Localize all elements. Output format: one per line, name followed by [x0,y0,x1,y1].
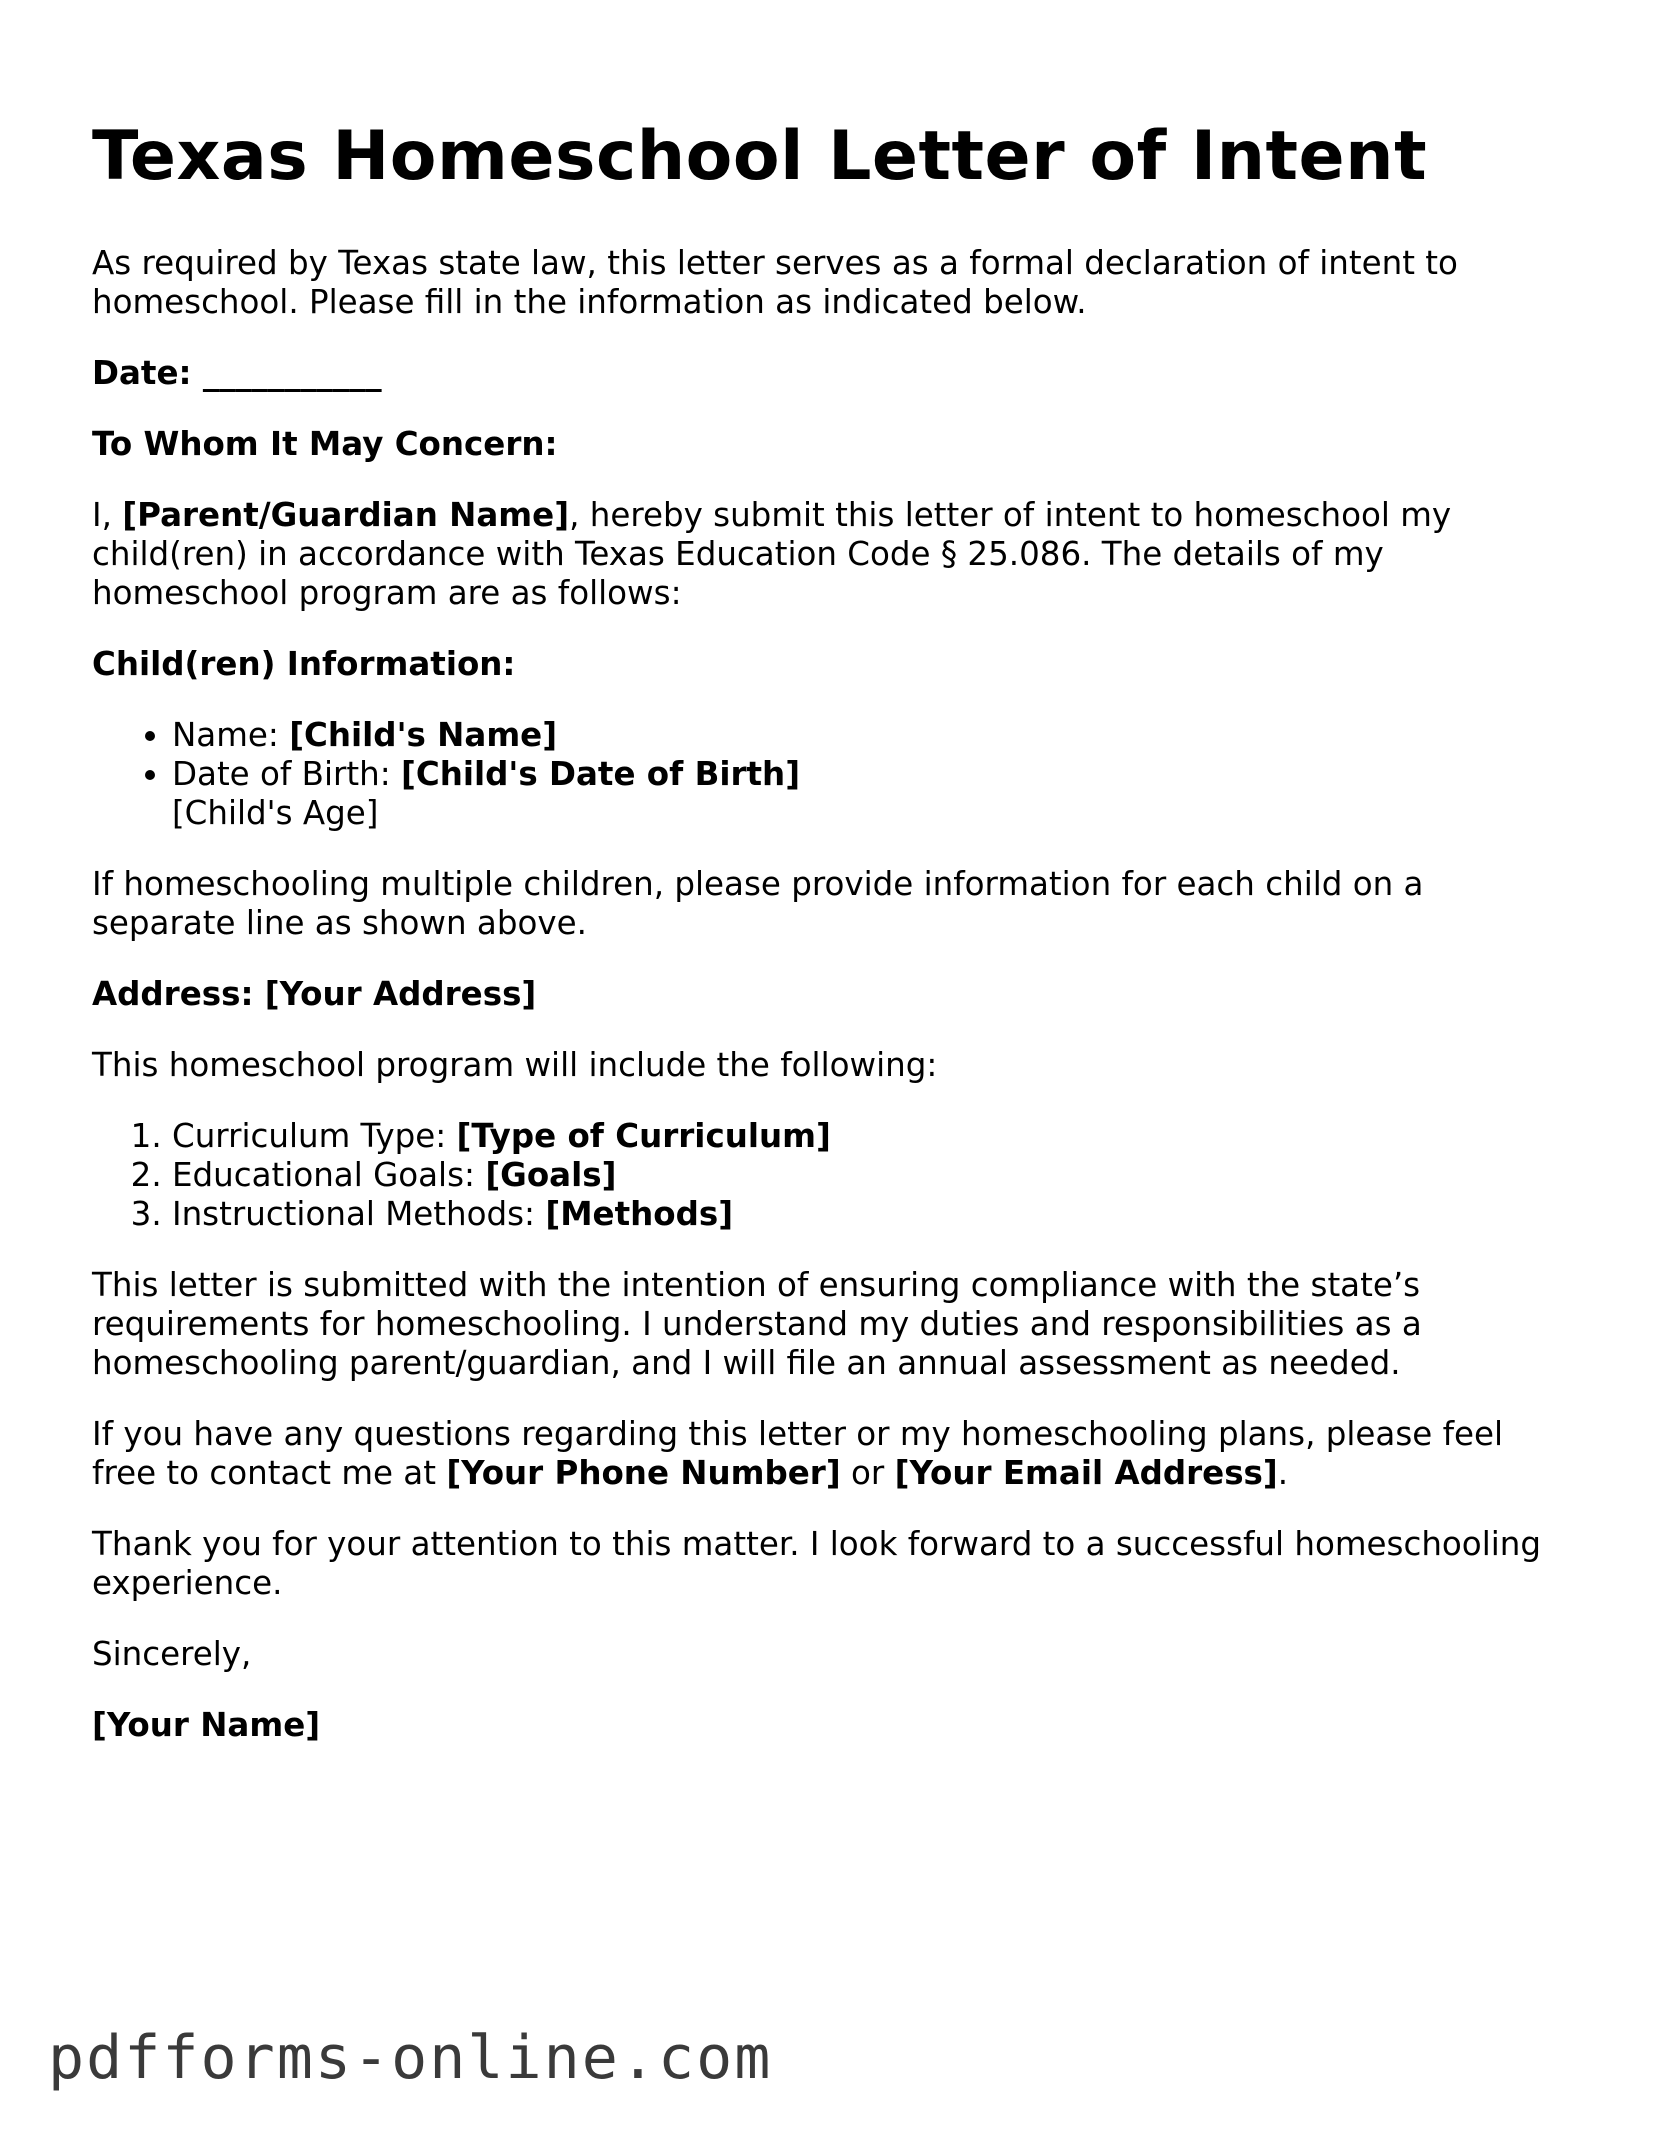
phone-placeholder: [Your Phone Number] [446,1454,841,1492]
declaration-paragraph: I, [Parent/Guardian Name], hereby submit this letter of intent to homeschool my child(ren) in accordance with Texas Education Code § 25.086. The details of my homeschool program are as follows: [92,496,1452,612]
document-title: Texas Homeschool Letter of Intent [92,117,1428,196]
signature [92,1706,1572,1745]
program-list [92,1117,1572,1234]
footer-watermark: pdfforms-online.com [48,2023,773,2093]
contact-paragraph: If you have any questions regarding this letter or my homeschooling plans, please feel free to contact me at [Your Phone Number] or [Your Email Address]. [92,1415,1504,1492]
program-intro: This homeschool program will include the following: [92,1046,938,1084]
address-line [92,975,1572,1014]
child-name-item: • Name: [Child's Name] [172,716,1572,755]
salutation: To Whom It May Concern: [92,425,558,463]
list-item: 3. Instructional Methods: [Methods] [172,1195,1572,1234]
date-label: Date: [92,354,192,392]
child-name-placeholder: [Child's Name] [289,716,558,754]
address-label: Address: [92,975,254,1013]
address-placeholder: [Your Address] [264,975,537,1013]
email-placeholder: [Your Email Address] [894,1454,1278,1492]
child-dob-item: • Date of Birth: [Child's Date of Birth] [Child's Age] [172,755,1572,833]
closing: Sincerely, [92,1635,252,1673]
children-list [92,716,1572,833]
list-item: 1. Curriculum Type: [Type of Curriculum] [172,1117,1572,1156]
child-age-placeholder: [Child's Age] [172,794,379,832]
letter-page [92,118,1572,1777]
date-blank: ___________ [202,354,382,392]
signature-placeholder: [Your Name] [92,1706,321,1744]
date-line [92,354,1572,393]
compliance-paragraph: This letter is submitted with the intention of ensuring compliance with the state’s requirements for homeschooling. I understand my duties and responsibilities as a homeschooling parent/guardian, and I will file an annual assessment as needed. [92,1266,1422,1382]
list-item: 2. Educational Goals: [Goals] [172,1156,1572,1195]
parent-name-placeholder: [Parent/Guardian Name] [122,496,570,534]
thanks-paragraph: Thank you for your attention to this matter. I look forward to a successful homeschooling experience. [92,1525,1541,1602]
child-dob-placeholder: [Child's Date of Birth] [401,755,801,793]
multiple-children-note: If homeschooling multiple children, please provide information for each child on a separate line as shown above. [92,865,1424,942]
children-heading: Child(ren) Information: [92,645,516,683]
intro-paragraph: As required by Texas state law, this letter serves as a formal declaration of intent to homeschool. Please fill in the information as indicated below. [92,244,1458,321]
